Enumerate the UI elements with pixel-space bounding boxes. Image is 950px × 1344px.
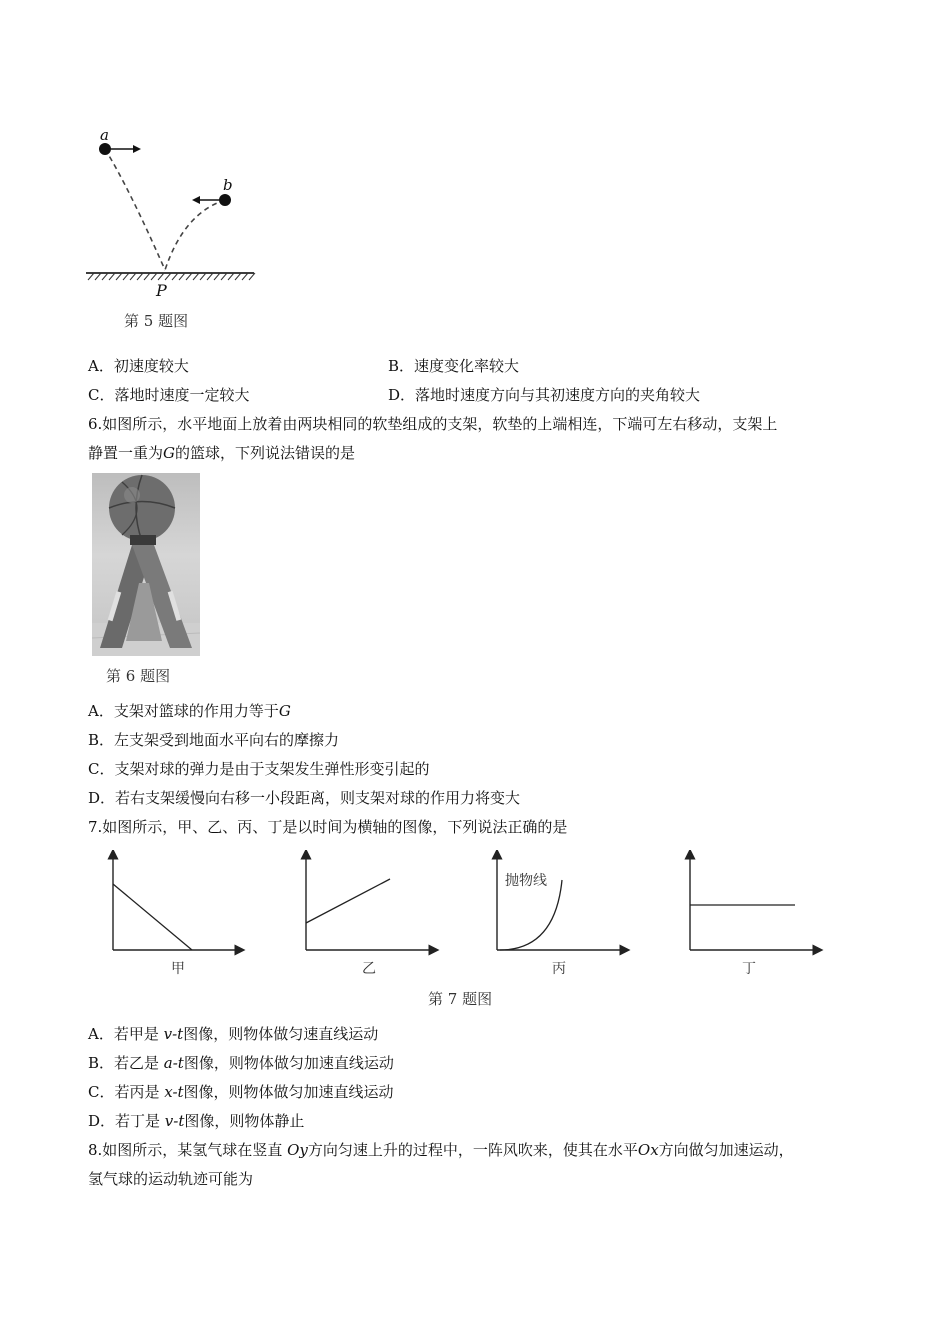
graph-jia [113, 854, 240, 950]
parabola-label: 抛物线 [505, 873, 547, 889]
q5-option-c: C．落地时速度一定较大 [88, 386, 250, 404]
q6-option-c: C．支架对球的弹力是由于支架发生弹性形变引起的 [88, 760, 430, 778]
q5-option-b: B．速度变化率较大 [388, 357, 520, 375]
graph-label-ding: 丁 [742, 961, 756, 977]
label-p: P [156, 281, 167, 300]
graph-ding [690, 854, 818, 950]
q8-stem-line2: 氢气球的运动轨迹可能为 [88, 1170, 254, 1188]
graph-yi [306, 854, 434, 950]
basketball-stand-image [92, 473, 200, 656]
graph-label-bing: 丙 [552, 961, 566, 977]
q7-stem: 7.如图所示，甲、乙、丙、丁是以时间为横轴的图像，下列说法正确的是 [88, 818, 568, 836]
q6-option-d: D．若右支架缓慢向右移一小段距离，则支架对球的作用力将变大 [88, 789, 521, 807]
q8-stem-line1: 8.如图所示，某氢气球在竖直 Oy方向匀速上升的过程中，一阵风吹来，使其在水平Ox方向做匀加速运动， [88, 1141, 794, 1159]
q5-figure [84, 128, 264, 343]
q7-option-c: C．若丙是 x-t图像，则物体做匀加速直线运动 [88, 1083, 394, 1101]
q7-option-a: A．若甲是 v-t图像，则物体做匀速直线运动 [88, 1025, 379, 1043]
q7-figure-caption: 第 7 题图 [428, 990, 493, 1008]
graph-label-jia: 甲 [171, 961, 185, 977]
q6-stem-line1: 6.如图所示，水平地面上放着由两块相同的软垫组成的支架，软垫的上端相连，下端可左右移动，支架上 [88, 415, 778, 433]
q6-stem-line2: 静置一重为G的篮球，下列说法错误的是 [88, 444, 356, 462]
q5-option-a: A．初速度较大 [88, 357, 189, 375]
ball-a [99, 143, 111, 155]
q7-option-b: B．若乙是 a-t图像，则物体做匀加速直线运动 [88, 1054, 394, 1072]
q6-photo [92, 473, 200, 656]
q5-figure-caption: 第 5 题图 [124, 312, 189, 330]
q7-graphs [100, 850, 830, 1010]
q6-figure-caption: 第 6 题图 [106, 667, 171, 685]
trajectory-a [105, 149, 165, 270]
q6-option-a: A．支架对篮球的作用力等于G [88, 702, 291, 720]
label-a: a [100, 126, 109, 144]
label-b: b [223, 176, 233, 194]
trajectory-b [165, 200, 225, 270]
graph-bing [497, 854, 625, 950]
basketball [109, 475, 175, 541]
q5-option-d: D．落地时速度方向与其初速度方向的夹角较大 [388, 386, 701, 404]
graph-label-yi: 乙 [362, 961, 376, 977]
ground-hatch [88, 273, 255, 280]
q6-option-b: B．左支架受到地面水平向右的摩擦力 [88, 731, 340, 749]
q7-figure [100, 850, 830, 1010]
arrow-b-icon [192, 196, 200, 204]
ball-b [219, 194, 231, 206]
arrow-a-icon [133, 145, 141, 153]
q7-option-d: D．若丁是 v-t图像，则物体静止 [88, 1112, 305, 1130]
